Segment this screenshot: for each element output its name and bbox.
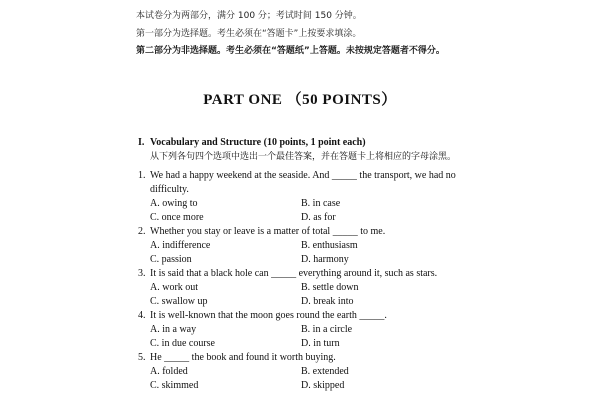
question-3 xyxy=(138,268,437,279)
question-number: 3. xyxy=(138,268,146,279)
question-number: 4. xyxy=(138,310,146,321)
option-a: A. indifference xyxy=(150,240,211,251)
option-a: A. in a way xyxy=(150,324,197,335)
option-b: B. in case xyxy=(301,198,341,209)
question-2 xyxy=(138,226,385,237)
question-text: Whether you stay or leave is a matter of total _____ to me. xyxy=(150,226,386,237)
option-b: B. in a circle xyxy=(301,324,353,335)
option-a: A. work out xyxy=(150,282,199,293)
option-c: C. passion xyxy=(150,254,192,265)
option-d: D. skipped xyxy=(301,380,345,391)
section-number: I. xyxy=(138,137,145,148)
question-text: We had a happy weekend at the seaside. And _____ the transport, we had no xyxy=(150,170,456,181)
question-5 xyxy=(138,352,336,363)
option-b: B. extended xyxy=(301,366,349,377)
question-1-continuation: difficulty. xyxy=(150,184,189,195)
question-4 xyxy=(138,310,387,321)
option-c: C. skimmed xyxy=(150,380,199,391)
question-text: He _____ the book and found it worth buying. xyxy=(150,352,336,363)
option-b: B. enthusiasm xyxy=(301,240,358,251)
option-d: D. harmony xyxy=(301,254,349,265)
question-text: It is well-known that the moon goes round the earth _____. xyxy=(150,310,387,321)
option-d: D. break into xyxy=(301,296,354,307)
option-d: D. in turn xyxy=(301,338,340,349)
section-subtitle: 从下列各句四个选项中选出一个最佳答案，并在答题卡上将相应的字母涂黑。 xyxy=(150,152,457,162)
option-c: C. in due course xyxy=(150,338,215,349)
option-c: C. once more xyxy=(150,212,204,223)
question-number: 1. xyxy=(138,170,146,181)
question-number: 5. xyxy=(138,352,146,363)
instruction-line-3: 第二部分为非选择题。考生必须在“答题纸”上答题。未按规定答题者不得分。 xyxy=(136,46,445,56)
question-text: It is said that a black hole can _____ everything around it, such as stars. xyxy=(150,268,438,279)
instruction-line-2: 第一部分为选择题。考生必须在“答题卡”上按要求填涂。 xyxy=(136,29,362,39)
question-number: 2. xyxy=(138,226,146,237)
option-a: A. owing to xyxy=(150,198,198,209)
option-d: D. as for xyxy=(301,212,336,223)
part-title: PART ONE （50 POINTS） xyxy=(203,92,397,108)
question-1 xyxy=(138,170,456,181)
option-c: C. swallow up xyxy=(150,296,208,307)
instruction-line-1: 本试卷分为两部分，满分 100 分；考试时间 150 分钟。 xyxy=(136,11,362,21)
section-title: Vocabulary and Structure (10 points, 1 point each) xyxy=(150,137,366,148)
option-a: A. folded xyxy=(150,366,188,377)
option-b: B. settle down xyxy=(301,282,359,293)
